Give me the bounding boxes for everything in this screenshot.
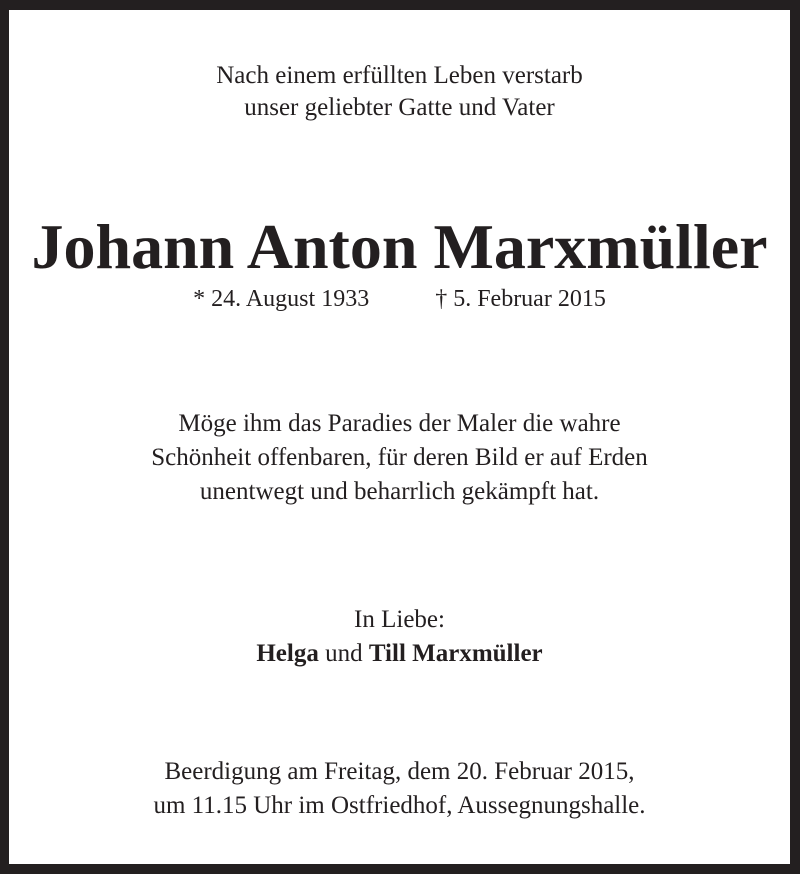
quote-line-1: Möge ihm das Paradies der Maler die wahre <box>178 410 621 437</box>
birth-date: * 24. August 1933 <box>193 286 370 312</box>
funeral-line-2: um 11.15 Uhr im Ostfriedhof, Aussegnungshalle. <box>153 792 646 819</box>
life-dates <box>9 284 790 314</box>
deceased-name: Johann Anton Marxmüller <box>31 211 768 282</box>
signoff-names <box>9 638 790 670</box>
signoff-label: In Liebe: <box>354 606 445 633</box>
quote-line-2: Schönheit offenbaren, für deren Bild er auf Erden <box>151 444 648 471</box>
signoff-name-2: Till Marxmüller <box>368 640 543 667</box>
death-date: † 5. Februar 2015 <box>435 286 606 312</box>
funeral-line-1: Beerdigung am Freitag, dem 20. Februar 2015, <box>164 758 635 785</box>
intro-line-1: Nach einem erfüllten Leben verstarb <box>216 62 583 89</box>
quote-line-3: unentwegt und beharrlich gekämpft hat. <box>199 478 600 505</box>
signoff-name-1: Helga <box>256 640 319 667</box>
intro-line-2: unser geliebter Gatte und Vater <box>244 94 555 121</box>
obituary-notice <box>9 10 790 864</box>
signoff-connector: und <box>318 640 369 667</box>
